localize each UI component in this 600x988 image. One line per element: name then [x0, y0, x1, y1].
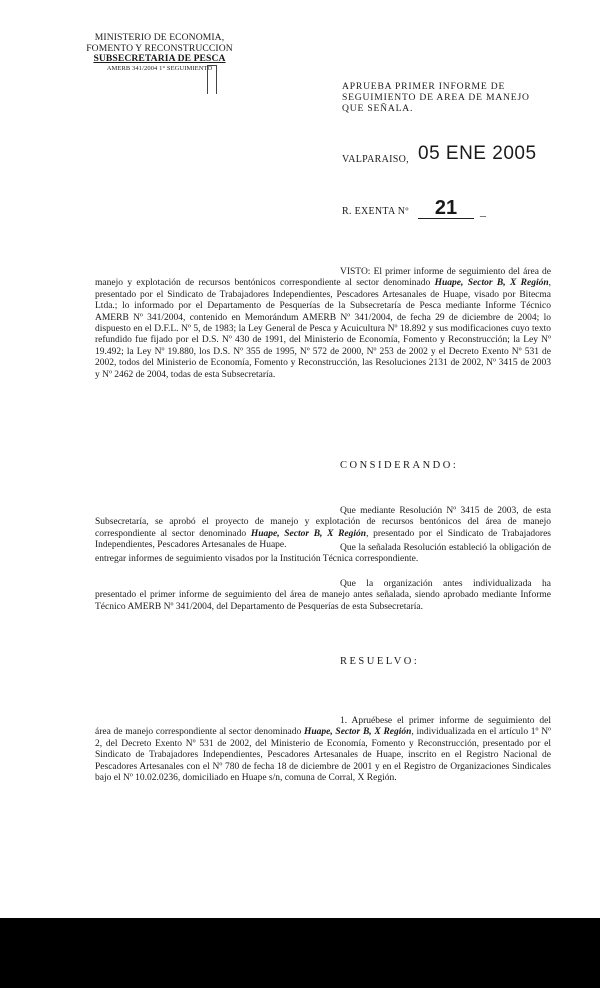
resolution-dash: _	[480, 204, 486, 218]
considerando-1b: , presentado por el Sindicato de Trabajadores Independientes, Pescadores Artesanales de Huape.	[95, 528, 551, 551]
ministry-line1: MINISTERIO DE ECONOMIA,	[94, 32, 225, 43]
visto-text-2: , presentado por el Sindicato de Trabajadores Independientes, Pescadores Artesanales de Huape, visado por Bitecma Ltda.; lo informado por el Departamento de Pesquerías de la Subsecretaría de Pesca mediante Informe Técnico AMERB Nº 341/2004, contenido en Memorándum AMERB Nº 341/2004, de fecha 29 de diciembre de 2004; lo dispuesto en el D.F.L. Nº 5, de 1983; la Ley General de Pesca y Acuicultura Nº 18.892 y sus modificaciones cuyo texto refundido fue fijado por el D.S. Nº 430 de 1991, del Ministerio de Economía, Fomento y Reconstrucción; la Ley Nº 19.492; la Ley Nº 19.880, los D.S. Nº 355 de 1995, Nº 572 de 2000, Nº 253 de 2002 y el Decreto Exento Nº 531 de 2002, todos del Ministerio de Economía, Fomento y Reconstrucción, las Resoluciones 2131 de 2002, Nº 3415 de 2003 y Nº 2462 de 2004, todas de esta Subsecretaría.	[95, 278, 552, 380]
ministry-line2: FOMENTO Y RECONSTRUCCION	[86, 42, 233, 54]
ministry-header	[72, 33, 247, 73]
resuelvo-1a: 1. Apruébese el primer informe de seguimiento del área de manejo correspondiente al sector denominado	[95, 716, 551, 738]
considerando-heading: CONSIDERANDO:	[340, 460, 459, 471]
resolution-number: 21	[418, 198, 474, 219]
considerando-sector: Huape, Sector B, X Región	[250, 528, 367, 539]
resuelvo-sector: Huape, Sector B, X Región	[303, 727, 412, 738]
visto-lead: VISTO:	[340, 267, 371, 277]
subject-text: APRUEBA PRIMER INFORME DE SEGUIMIENTO DE AREA DE MANEJO QUE SEÑALA.	[342, 81, 530, 114]
visto-paragraph	[95, 267, 551, 381]
visto-text-1: El primer informe de seguimiento del área de manejo y explotación de recursos bentónicos correspondiente al sector denominado	[95, 267, 551, 289]
considerando-1a: Que mediante Resolución Nº 3415 de 2003, de esta Subsecretaría, se aprobó el proyecto de manejo y explotación de recursos bentónicos del área de manejo correspondiente al sector denominado	[95, 506, 551, 539]
ministry-line4: AMERB 341/2004 1° SEGUIMIENTO	[106, 64, 213, 72]
resuelvo-heading: RESUELVO:	[340, 656, 420, 667]
scan-bottom-border	[0, 918, 600, 988]
stamp-mark	[207, 65, 217, 94]
resuelvo-1b: , individualizada en el artículo 1º Nº 2, del Decreto Exento Nº 531 de 2002, del Ministerio de Economía, Fomento y Reconstrucción, presentado por el Sindicato de Trabajadores Independientes, Pescadores Artesanales de Huape, inscrito en el Registro Nacional de Pescadores Artesanales con el Nº 780 de fecha 18 de diciembre de 2001 y en el Registro de Organizaciones Sindicales bajo el Nº 10.02.0236, domiciliado en Huape s/n, comuna de Corral, X Región.	[95, 727, 552, 784]
date-place: VALPARAISO,	[342, 154, 409, 165]
resolution-label: R. EXENTA Nº	[342, 206, 409, 217]
visto-sector: Huape, Sector B, X Región	[434, 278, 549, 289]
considerando-2: Que la señalada Resolución estableció la obligación de entregar informes de seguimiento visados por la Institución Técnica correspondiente.	[95, 543, 551, 565]
ministry-line3: SUBSECRETARIA DE PESCA	[93, 53, 226, 64]
date-stamp: 05 ENE 2005	[418, 143, 537, 164]
resuelvo-1	[95, 716, 551, 784]
considerando-3: Que la organización antes individualizada ha presentado el primer informe de seguimiento del área de manejo antes señalada, siendo aprobado mediante Informe Técnico AMERB Nº 341/2004, del Departamento de Pesquerías de esta Subsecretaría.	[95, 579, 551, 612]
